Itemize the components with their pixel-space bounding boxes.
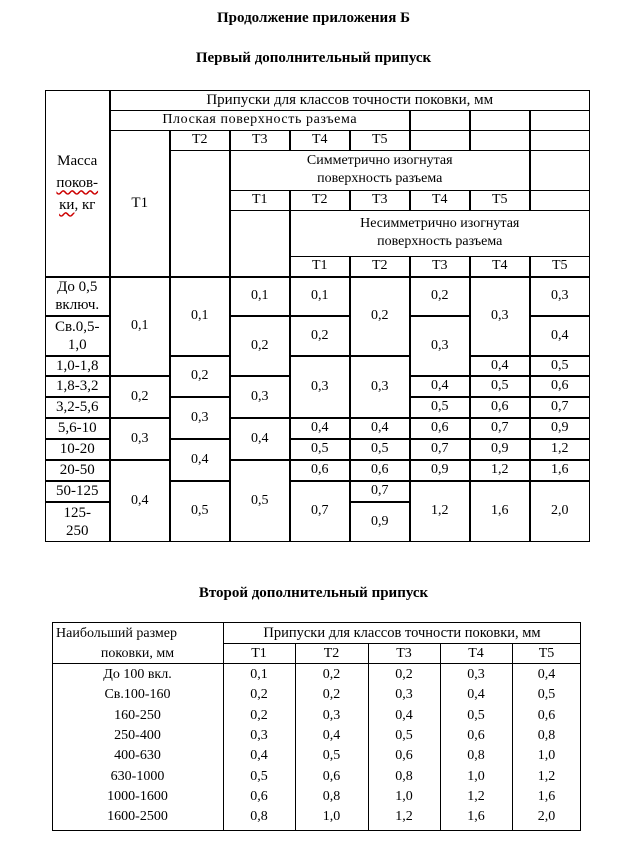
value-cell: 0,2 [110, 376, 171, 419]
value-cell: 0,5 [290, 439, 351, 461]
value-cell: 0,2 [322, 667, 341, 682]
mass-range: 1,8-3,2 [45, 376, 111, 398]
value-cell: 0,3 [110, 418, 171, 461]
value-cell: 1,0 [395, 788, 413, 804]
empty-cell [530, 150, 591, 191]
mass-range: 10-20 [45, 439, 111, 461]
value-cell: 0,4 [537, 667, 556, 682]
value-cell: 0,9 [350, 502, 411, 543]
value-cell: 0,3 [470, 277, 531, 357]
flat-T3-header: Т3 [230, 130, 291, 151]
sym-surface-header: Симметрично изогнутая поверхность разъема [230, 150, 531, 191]
value-cell: 1,2 [410, 481, 471, 543]
asym-T2-header: Т2 [350, 256, 411, 278]
empty-cell [470, 110, 531, 131]
value-cell: 0,6 [395, 748, 413, 764]
empty-cell [170, 150, 231, 278]
value-cell: 1,2 [395, 809, 413, 825]
size-cell: Св.100-160 [104, 687, 171, 703]
mass-header: Масса поков- ки, кг [45, 90, 111, 278]
value-cell: 0,2 [290, 316, 351, 357]
value-cell: 0,4 [470, 356, 531, 377]
value-cell: 0,7 [470, 418, 531, 440]
value-cell: 0,6 [470, 397, 531, 419]
value-cell: 0,3 [395, 687, 413, 703]
size-cell: 250-400 [114, 727, 161, 743]
asym-surface-header: Несимметрично изогнутая поверхность разъема [290, 210, 591, 257]
mass-range: 125-250 [45, 502, 111, 543]
value-cell: 0,7 [410, 439, 471, 461]
value-cell: 0,2 [395, 667, 413, 682]
value-cell: 0,6 [250, 788, 268, 804]
value-cell: 0,8 [467, 748, 485, 764]
mass-range: Св.0,5-1,0 [45, 316, 111, 357]
value-cell: 0,3 [350, 356, 411, 419]
value-cell: 0,1 [110, 277, 171, 377]
value-cell: 0,2 [250, 707, 268, 723]
value-cell: 0,7 [530, 397, 591, 419]
value-cell: 0,4 [230, 418, 291, 461]
value-cell: 0,5 [537, 687, 556, 703]
empty-cell [410, 130, 471, 151]
value-cell: 0,6 [530, 376, 591, 398]
value-cell: 0,2 [410, 277, 471, 317]
value-cell: 0,3 [410, 316, 471, 377]
value-cell: 0,8 [537, 727, 556, 743]
value-cell: 0,5 [530, 356, 591, 377]
flat-T5-header: Т5 [350, 130, 411, 151]
size-cell: 1600-2500 [107, 809, 168, 825]
value-cell: 0,8 [395, 768, 413, 784]
value-cell: 0,2 [170, 356, 231, 398]
empty-cell [530, 110, 591, 131]
value-cell: 1,0 [537, 748, 556, 764]
value-cell: 0,4 [467, 687, 485, 703]
allowance-header: Припуски для классов точности поковки, мм [263, 625, 541, 641]
asym-T5-header: Т5 [530, 256, 591, 278]
size-cell: До 100 вкл. [103, 667, 172, 682]
allowance-header: Припуски для классов точности поковки, мм [110, 90, 591, 111]
mass-range: До 0,5 включ. [45, 277, 111, 317]
value-cell: 1,6 [537, 788, 556, 804]
value-cell: 0,5 [350, 439, 411, 461]
T1-header: Т1 [251, 646, 267, 661]
value-cell: 0,5 [322, 748, 341, 764]
value-cell: 0,9 [410, 460, 471, 482]
mass-range: 5,6-10 [45, 418, 111, 440]
value-cell: 0,3 [530, 277, 591, 317]
value-cell: 0,7 [290, 481, 351, 543]
T4-header: Т4 [468, 646, 484, 661]
value-cell: 0,4 [395, 707, 413, 723]
value-cell: 0,5 [230, 460, 291, 543]
value-cell: 0,1 [250, 667, 268, 682]
table1-title: Первый дополнительный припуск [195, 50, 432, 66]
size-cell: 160-250 [114, 707, 161, 723]
value-cell: 0,9 [530, 418, 591, 440]
sym-T4-header: Т4 [410, 190, 471, 211]
value-cell: 0,6 [322, 768, 341, 784]
value-cell: 0,4 [170, 439, 231, 482]
T2-header: Т2 [323, 646, 340, 661]
mass-range: 3,2-5,6 [45, 397, 111, 419]
value-cell: 0,6 [290, 460, 351, 482]
value-cell: 0,1 [170, 277, 231, 357]
value-cell: 1,6 [530, 460, 591, 482]
mass-range: 1,0-1,8 [45, 356, 111, 377]
empty-cell [530, 130, 591, 151]
value-cell: 0,3 [250, 727, 268, 743]
value-cell: 0,2 [350, 277, 411, 357]
value-cell: 0,2 [250, 687, 268, 703]
size-cell: 630-1000 [110, 768, 165, 784]
value-cell: 0,1 [230, 277, 291, 317]
empty-cell [470, 130, 531, 151]
value-cell: 0,3 [467, 667, 485, 682]
value-cell: 0,4 [530, 316, 591, 357]
table2-title: Второй дополнительный припуск [198, 585, 429, 601]
value-cell: 0,6 [467, 727, 485, 743]
value-cell: 0,8 [250, 809, 268, 825]
value-cell: 2,0 [530, 481, 591, 543]
value-cell: 0,3 [170, 397, 231, 440]
value-cell: 0,3 [290, 356, 351, 419]
size-cell: 400-630 [114, 748, 161, 764]
size-cell: 1000-1600 [107, 788, 168, 804]
flat-surface-header: Плоская поверхность разъема [110, 110, 411, 131]
asym-T4-header: Т4 [470, 256, 531, 278]
value-cell: 0,3 [322, 707, 341, 723]
value-cell: 0,1 [290, 277, 351, 317]
value-cell: 1,6 [470, 481, 531, 543]
value-cell: 0,4 [350, 418, 411, 440]
value-cell: 1,2 [537, 768, 556, 784]
empty-cell [230, 210, 291, 278]
value-cell: 1,0 [467, 768, 485, 784]
empty-cell [530, 190, 591, 211]
value-cell: 0,3 [230, 376, 291, 419]
value-cell: 1,2 [470, 460, 531, 482]
value-cell: 1,2 [530, 439, 591, 461]
appendix-heading: Продолжение приложения Б [217, 10, 410, 26]
T3-header: Т3 [396, 646, 412, 661]
value-cell: 0,5 [470, 376, 531, 398]
divider [223, 643, 581, 644]
value-cell: 1,2 [467, 788, 485, 804]
value-cell: 0,5 [170, 481, 231, 543]
value-cell: 0,8 [322, 788, 341, 804]
mass-range: 20-50 [45, 460, 111, 482]
size-header: Наибольший размер поковки, мм [56, 626, 178, 661]
flat-T2-header: Т2 [170, 130, 231, 151]
sym-T2-header: Т2 [290, 190, 351, 211]
value-cell: 0,6 [410, 418, 471, 440]
T5-header: Т5 [538, 646, 555, 661]
asym-T3-header: Т3 [410, 256, 471, 278]
value-cell: 0,7 [350, 481, 411, 503]
value-cell: 0,9 [470, 439, 531, 461]
value-cell: 0,4 [290, 418, 351, 440]
mass-range: 50-125 [45, 481, 111, 503]
flat-T1-header: Т1 [110, 130, 171, 278]
value-cell: 0,2 [230, 316, 291, 377]
asym-T1-header: Т1 [290, 256, 351, 278]
value-cell: 0,5 [250, 768, 268, 784]
value-cell: 0,4 [250, 748, 268, 764]
value-cell: 1,0 [322, 809, 341, 825]
value-cell: 0,6 [350, 460, 411, 482]
value-cell: 0,4 [322, 727, 341, 743]
value-cell: 0,5 [467, 707, 485, 723]
value-cell: 1,6 [467, 809, 485, 825]
value-cell: 0,4 [410, 376, 471, 398]
sym-T1-header: Т1 [230, 190, 291, 211]
flat-T4-header: Т4 [290, 130, 351, 151]
empty-cell [410, 110, 471, 131]
value-cell: 0,6 [537, 707, 556, 723]
value-cell: 0,5 [395, 727, 413, 743]
sym-T3-header: Т3 [350, 190, 411, 211]
value-cell: 0,4 [110, 460, 171, 543]
value-cell: 2,0 [537, 809, 556, 825]
sym-T5-header: Т5 [470, 190, 531, 211]
value-cell: 0,2 [322, 687, 341, 703]
value-cell: 0,5 [410, 397, 471, 419]
